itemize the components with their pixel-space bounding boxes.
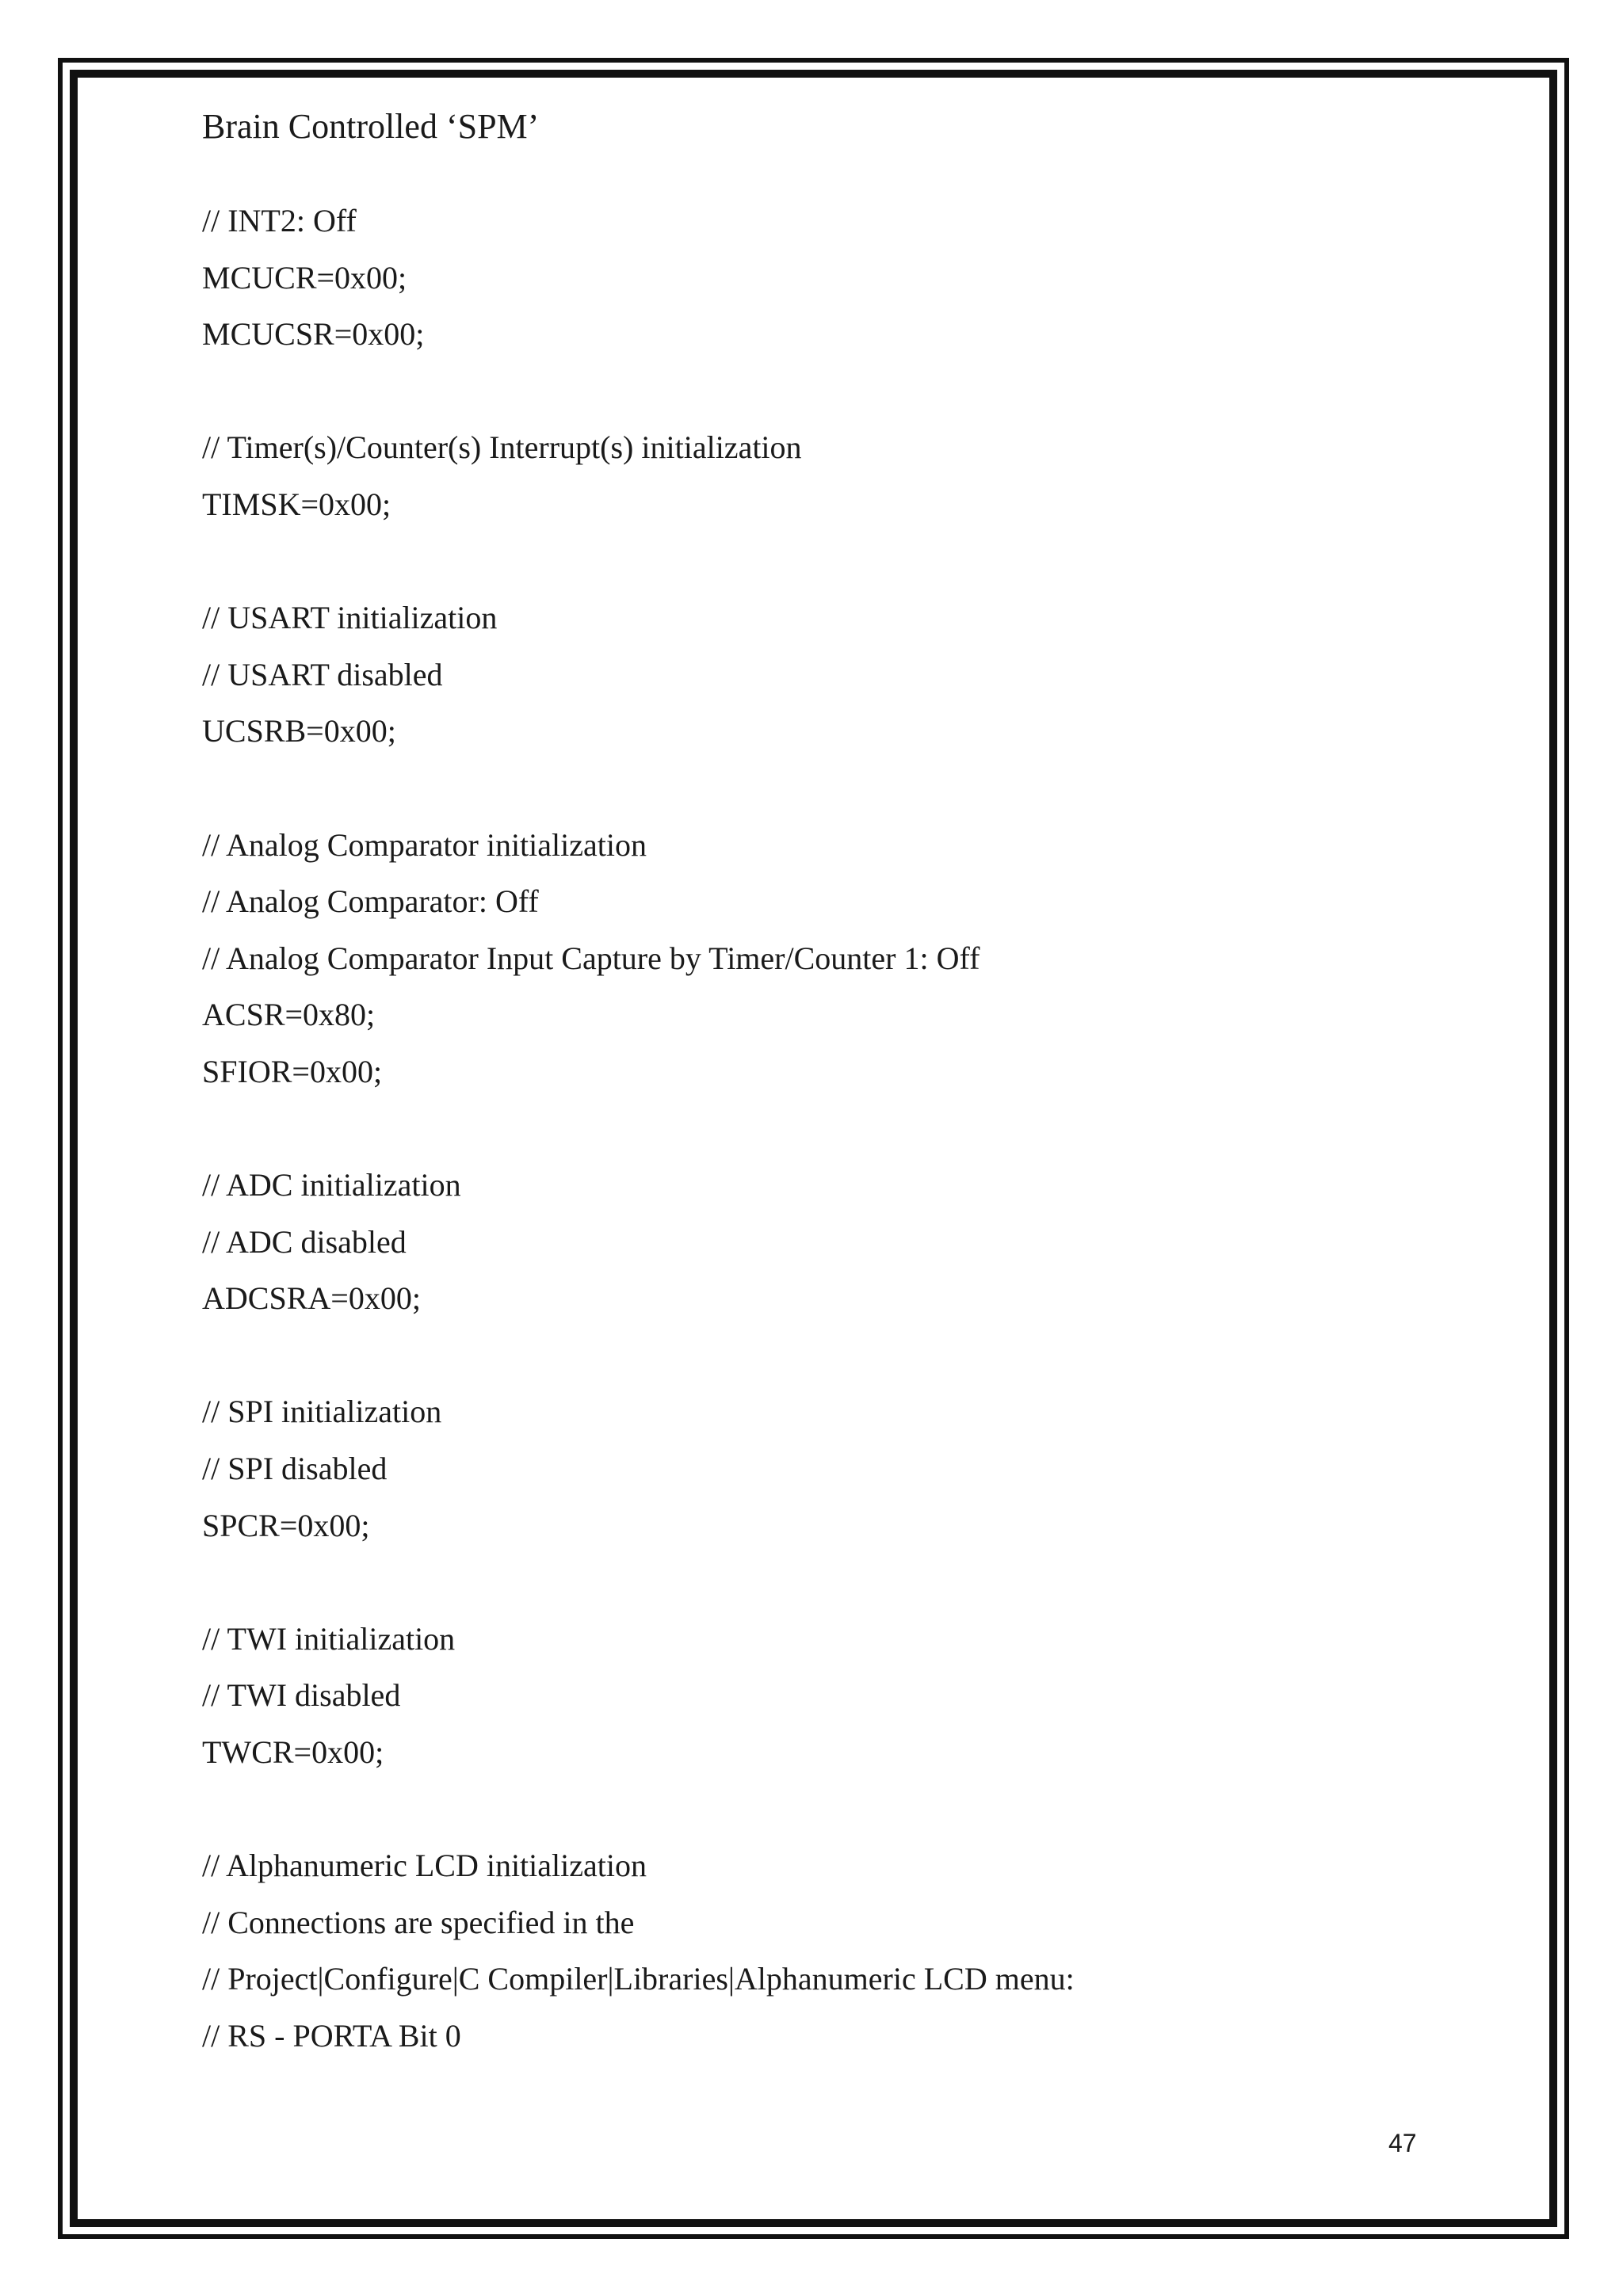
- page-header-title: Brain Controlled ‘SPM’: [202, 107, 540, 146]
- code-line: // INT2: Off: [202, 203, 357, 238]
- code-line: [202, 1559, 1470, 1616]
- code-line: // Connections are specified in the: [202, 1904, 635, 1940]
- code-line: [202, 1333, 1470, 1390]
- code-line: [202, 539, 1470, 596]
- code-line: ACSR=0x80;: [202, 997, 376, 1033]
- code-line: // Analog Comparator initialization: [202, 826, 647, 863]
- code-line: // SPI initialization: [202, 1394, 442, 1430]
- code-line: // Project|Configure|C Compiler|Libraries|Alphanumeric LCD menu:: [202, 1961, 1075, 1997]
- code-line: // USART initialization: [202, 600, 498, 636]
- code-line: // Alphanumeric LCD initialization: [202, 1848, 647, 1884]
- code-line: SFIOR=0x00;: [202, 1053, 383, 1089]
- code-line: SPCR=0x00;: [202, 1507, 370, 1543]
- code-line: // Analog Comparator Input Capture by Timer/Counter 1: Off: [202, 940, 980, 976]
- code-line: // Timer(s)/Counter(s) Interrupt(s) initialization: [202, 429, 802, 466]
- code-line: [202, 1787, 1470, 1844]
- code-line: // TWI disabled: [202, 1677, 401, 1714]
- code-line: TIMSK=0x00;: [202, 486, 391, 522]
- code-line: TWCR=0x00;: [202, 1734, 384, 1771]
- code-line: // Analog Comparator: Off: [202, 883, 539, 920]
- code-line: ADCSRA=0x00;: [202, 1280, 421, 1317]
- code-line: [202, 765, 1470, 822]
- code-line: MCUCSR=0x00;: [202, 316, 425, 353]
- code-line: // TWI initialization: [202, 1620, 456, 1657]
- code-line: // USART disabled: [202, 656, 443, 692]
- code-line: // SPI disabled: [202, 1451, 388, 1487]
- code-line: [202, 1106, 1470, 1163]
- code-line: UCSRB=0x00;: [202, 713, 396, 749]
- code-line: [202, 368, 1470, 425]
- page-number: 47: [1388, 2129, 1417, 2157]
- code-line: // RS - PORTA Bit 0: [202, 2018, 461, 2054]
- code-line: MCUCR=0x00;: [202, 259, 407, 296]
- code-line: // ADC initialization: [202, 1167, 461, 1203]
- code-line: // ADC disabled: [202, 1223, 407, 1260]
- code-listing: [202, 198, 1470, 2070]
